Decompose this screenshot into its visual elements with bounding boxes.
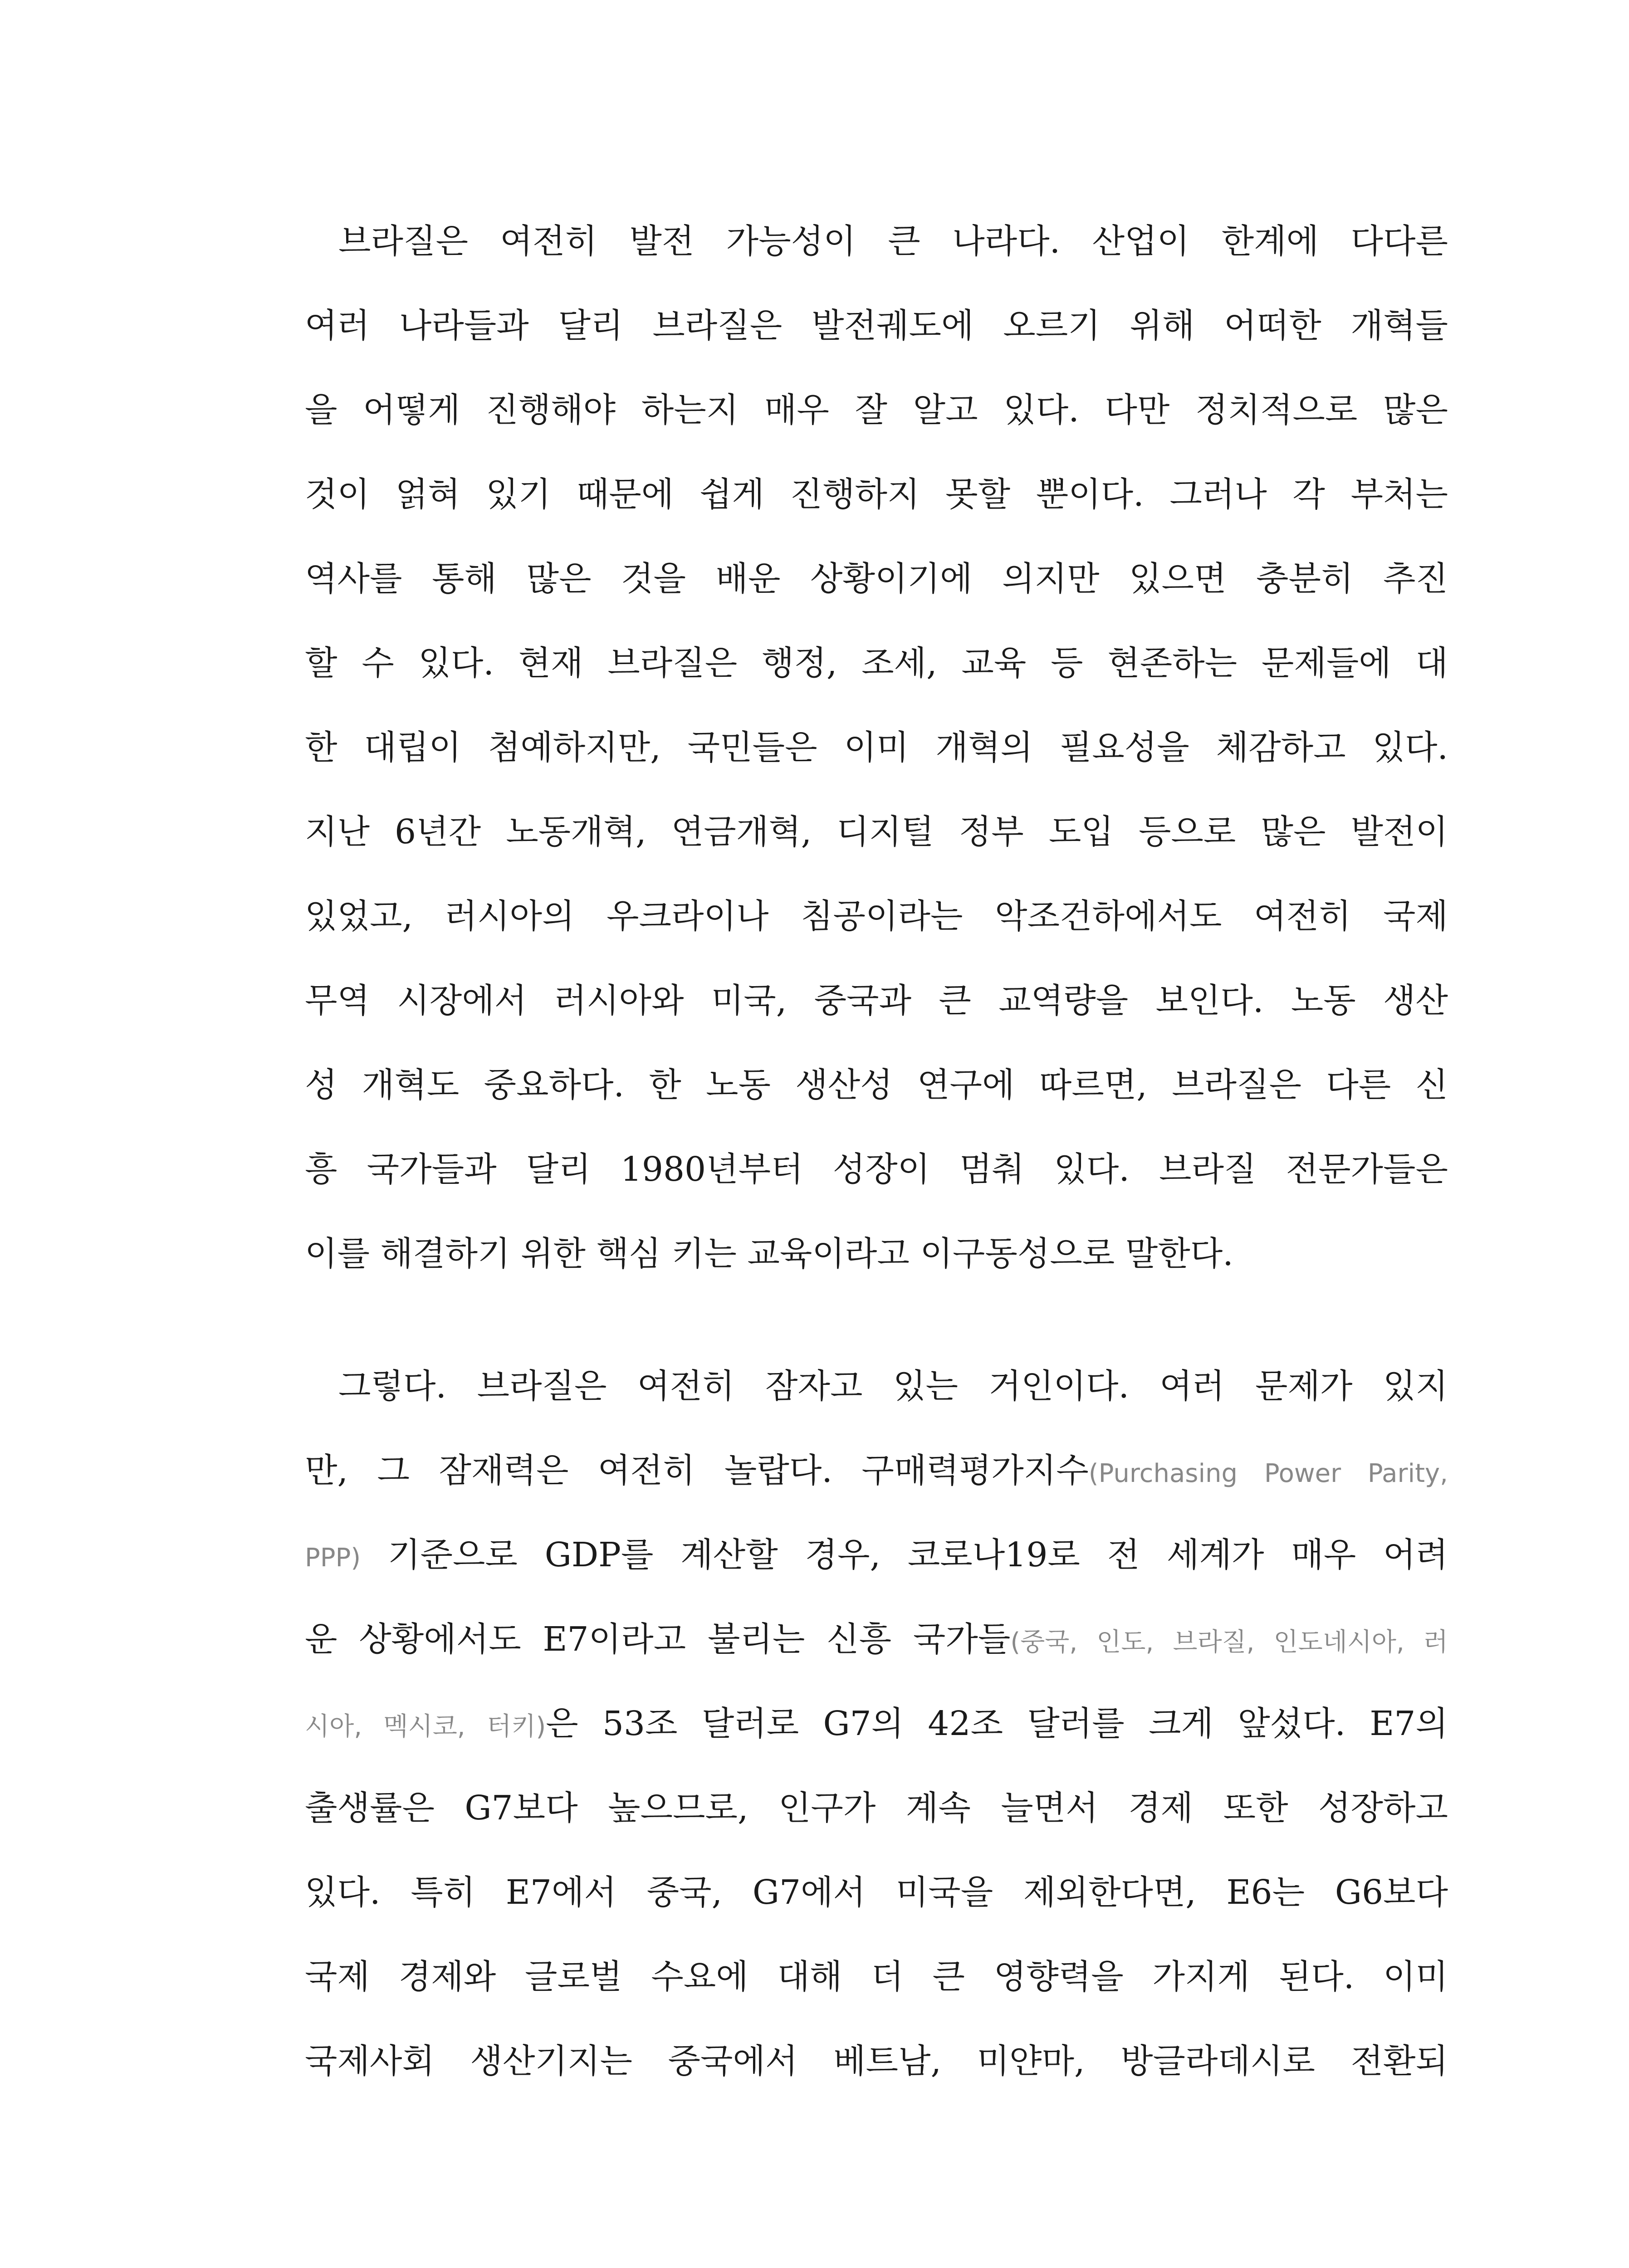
text-line: 그렇다. 브라질은 여전히 잠자고 있는 거인이다. 여러 문제가 있지: [338, 1367, 1448, 1406]
text-line: 할 수 있다. 현재 브라질은 행정, 조세, 교육 등 현존하는 문제들에 대: [305, 644, 1448, 683]
text-line: 을 어떻게 진행해야 하는지 매우 잘 알고 있다. 다만 정치적으로 많은: [305, 391, 1448, 430]
footnote-text: 시아, 멕시코, 터키): [305, 1712, 546, 1741]
text-line: 성 개혁도 중요하다. 한 노동 생산성 연구에 따르면, 브라질은 다른 신: [305, 1066, 1448, 1105]
text-line: 출생률은 G7보다 높으므로, 인구가 계속 늘면서 경제 또한 성장하고: [305, 1789, 1448, 1828]
text-line: 브라질은 여전히 발전 가능성이 큰 나라다. 산업이 한계에 다다른: [338, 222, 1448, 261]
text-line: 국제사회 생산기지는 중국에서 베트남, 미얀마, 방글라데시로 전환되: [305, 2042, 1448, 2081]
text-line: [305, 1513, 1448, 1597]
text-segment: 기준으로 GDP를 계산할 경우, 코로나19로 전 세계가 매우 어려: [361, 1535, 1448, 1574]
text-line: 무역 시장에서 러시아와 미국, 중국과 큰 교역량을 보인다. 노동 생산: [305, 981, 1448, 1020]
text-segment: 만, 그 잠재력은 여전히 놀랍다. 구매력평가지수: [305, 1451, 1089, 1490]
footnote-text: PPP): [305, 1543, 361, 1573]
text-line: 지난 6년간 노동개혁, 연금개혁, 디지털 정부 도입 등으로 많은 발전이: [305, 812, 1448, 851]
footnote-text: (Purchasing Power Parity,: [1088, 1459, 1448, 1488]
text-line: [305, 1428, 1448, 1513]
text-line: 것이 얽혀 있기 때문에 쉽게 진행하지 못할 뿐이다. 그러나 각 부처는: [305, 475, 1448, 514]
text-line: 역사를 통해 많은 것을 배운 상황이기에 의지만 있으면 충분히 추진: [305, 559, 1448, 598]
text-line: 있었고, 러시아의 우크라이나 침공이라는 악조건하에서도 여전히 국제: [305, 897, 1448, 936]
footnote-text: (중국, 인도, 브라질, 인도네시아, 러: [1010, 1628, 1448, 1657]
text-line: 한 대립이 첨예하지만, 국민들은 이미 개혁의 필요성을 체감하고 있다.: [305, 728, 1448, 767]
text-segment: 은 53조 달러로 G7의 42조 달러를 크게 앞섰다. E7의: [546, 1704, 1448, 1743]
text-line: 국제 경제와 글로벌 수요에 대해 더 큰 영향력을 가지게 된다. 이미: [305, 1957, 1448, 1996]
text-line: 여러 나라들과 달리 브라질은 발전궤도에 오르기 위해 어떠한 개혁들: [305, 306, 1448, 345]
text-line: 이를 해결하기 위한 핵심 키는 교육이라고 이구동성으로 말한다.: [305, 1234, 1233, 1273]
text-line: [305, 1681, 1448, 1766]
text-line: 있다. 특히 E7에서 중국, G7에서 미국을 제외한다면, E6는 G6보다: [305, 1873, 1448, 1912]
text-segment: 운 상황에서도 E7이라고 불리는 신흥 국가들: [305, 1620, 1011, 1659]
text-line: 흥 국가들과 달리 1980년부터 성장이 멈춰 있다. 브라질 전문가들은: [305, 1150, 1448, 1189]
text-line: [305, 1597, 1448, 1681]
